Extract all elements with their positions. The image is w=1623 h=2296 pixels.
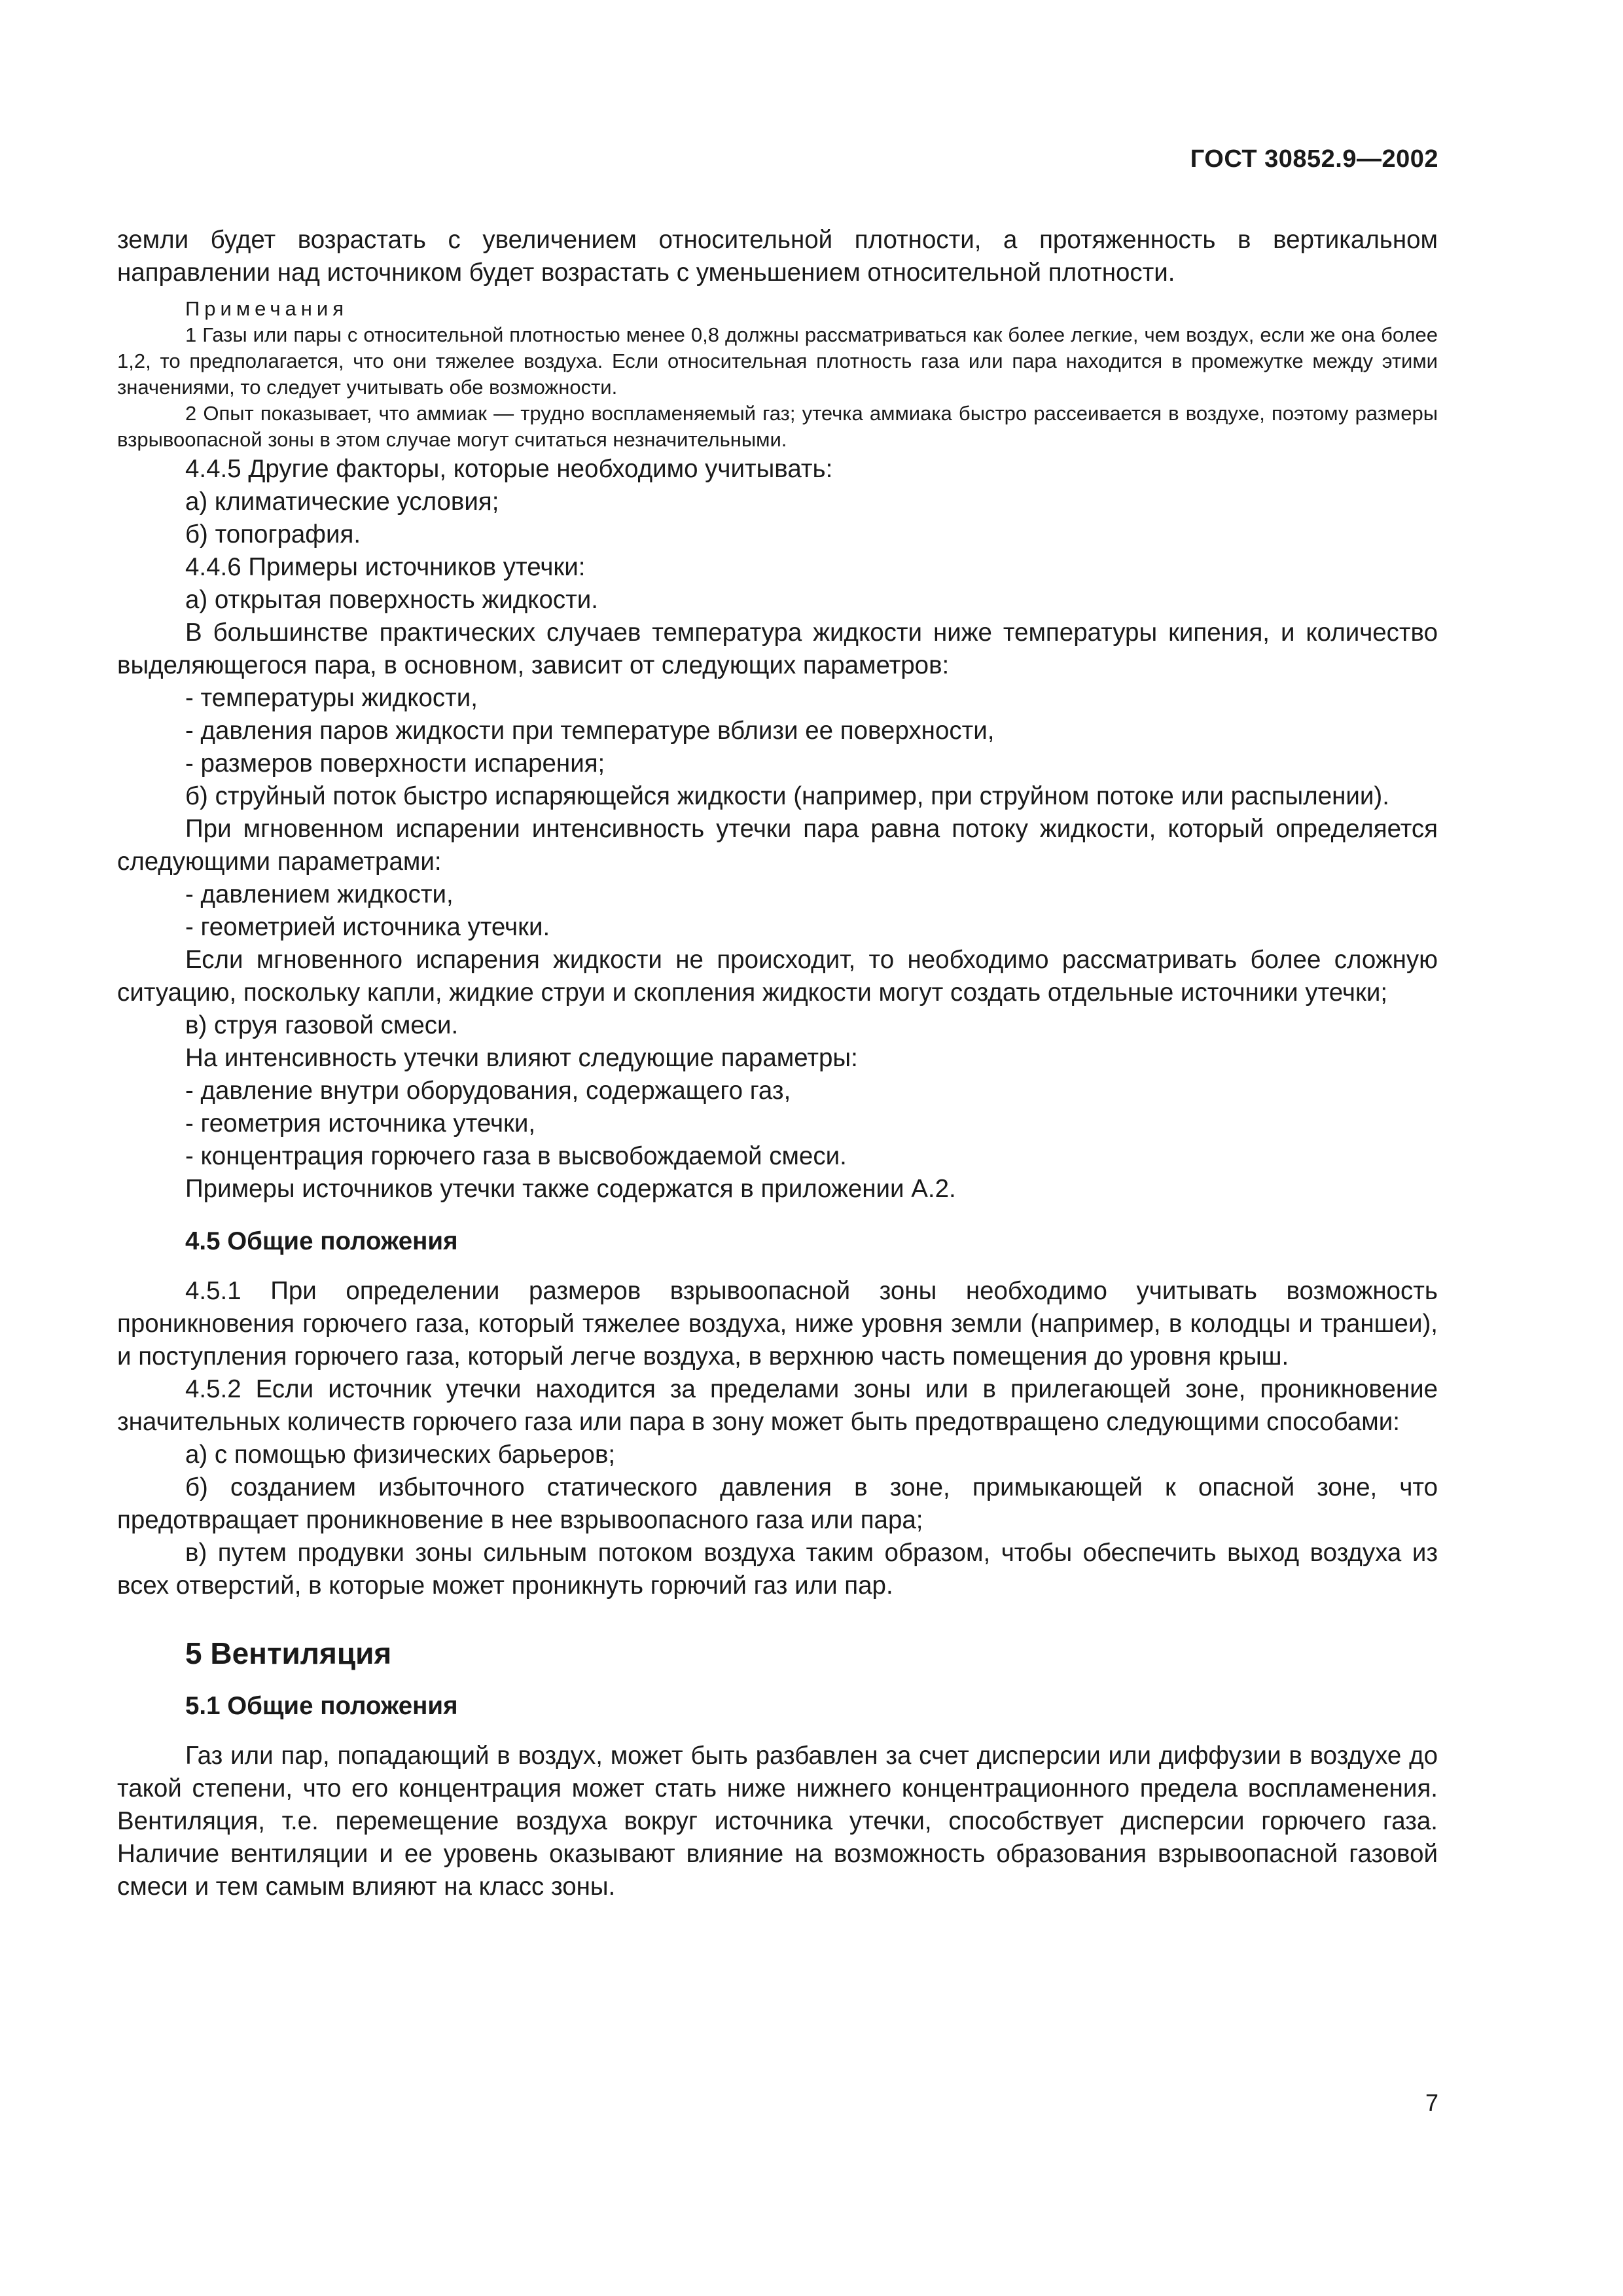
list-item: в) путем продувки зоны сильным потоком воздуха таким образом, чтобы обеспечить выход воздуха из всех отверстий, в которые может проникнуть горючий газ или пар. — [117, 1539, 1438, 1600]
paragraph: На интенсивность утечки влияют следующие параметры: — [185, 1044, 858, 1072]
list-item: а) с помощью физических барьеров; — [185, 1441, 616, 1469]
paragraph: В большинстве практических случаев температура жидкости ниже температуры кипения, и количество выделяющегося пара, в основном, зависит от следующих параметров: — [117, 619, 1438, 679]
page-number: 7 — [1425, 2089, 1438, 2116]
list-item: - геометрия источника утечки, — [185, 1109, 536, 1138]
list-item: - температуры жидкости, — [185, 684, 478, 712]
paragraph: Газ или пар, попадающий в воздух, может быть разбавлен за счет дисперсии или диффузии в воздухе до такой степени, что его концентрация может стать ниже нижнего концентрационного предела воспламенения. Вентиляция, т.е. перемещение воздуха вокруг источника утечки, способствует дисперсии горючего газа. Наличие вентиляции и ее уровень оказывают влияние на возможность образования взрывоопасной газовой смеси и тем самым влияют на класс зоны. — [117, 1742, 1438, 1901]
paragraph: Если мгновенного испарения жидкости не происходит, то необходимо рассматривать более сложную ситуацию, поскольку капли, жидкие струи и скопления жидкости могут создать отдельные источники утечки; — [117, 946, 1438, 1007]
clause-4-4-6: 4.4.6 Примеры источников утечки: — [185, 553, 586, 581]
list-item: - давление внутри оборудования, содержащего газ, — [185, 1077, 791, 1105]
list-item: - геометрией источника утечки. — [185, 913, 550, 941]
paragraph-continuation: земли будет возрастать с увеличением относительной плотности, а протяженность в вертикальном направлении над источником будет возрастать с уменьшением относительной плотности. — [117, 226, 1438, 287]
document-code: ГОСТ 30852.9—2002 — [1190, 145, 1438, 173]
paragraph: Примеры источников утечки также содержатся в приложении А.2. — [185, 1175, 956, 1203]
list-item: б) топография. — [185, 520, 361, 548]
list-item: б) созданием избыточного статического давления в зоне, примыкающей к опасной зоне, что предотвращает проникновение в нее взрывоопасного газа или пара; — [117, 1473, 1438, 1534]
list-item: а) открытая поверхность жидкости. — [185, 586, 598, 614]
note-2: 2 Опыт показывает, что аммиак — трудно воспламеняемый газ; утечка аммиака быстро рассеивается в воздухе, поэтому размеры взрывоопасной зоны в этом случае могут считаться незначительными. — [117, 402, 1438, 451]
paragraph: При мгновенном испарении интенсивность утечки пара равна потоку жидкости, который определяется следующими параметрами: — [117, 815, 1438, 876]
clause-4-5-1: 4.5.1 При определении размеров взрывоопасной зоны необходимо учитывать возможность проникновения горючего газа, который тяжелее воздуха, ниже уровня земли (например, в колодцы и траншеи), и поступления горючего газа, который легче воздуха, в верхнюю часть помещения до уровня крыш. — [117, 1277, 1438, 1371]
notes-title: Примечания — [185, 297, 348, 320]
list-item: - давлением жидкости, — [185, 880, 454, 908]
list-item: б) струйный поток быстро испаряющейся жидкости (например, при струйном потоке или распылении). — [185, 782, 1389, 810]
clause-4-4-5: 4.4.5 Другие факторы, которые необходимо учитывать: — [185, 455, 833, 483]
page-content — [117, 224, 1438, 1903]
list-item: - давления паров жидкости при температуре вблизи ее поверхности, — [185, 717, 995, 745]
list-item: а) климатические условия; — [185, 488, 499, 516]
list-item: - размеров поверхности испарения; — [185, 749, 605, 778]
section-heading-4-5: 4.5 Общие положения — [185, 1227, 458, 1255]
list-item: в) струя газовой смеси. — [185, 1011, 459, 1039]
section-heading-5-1: 5.1 Общие положения — [185, 1692, 458, 1720]
clause-4-5-2: 4.5.2 Если источник утечки находится за пределами зоны или в прилегающей зоне, проникновение значительных количеств горючего газа или пара в зону может быть предотвращено следующими способами: — [117, 1375, 1438, 1436]
note-1: 1 Газы или пары с относительной плотностью менее 0,8 должны рассматриваться как более легкие, чем воздух, если же она более 1,2, то предполагается, что они тяжелее воздуха. Если относительная плотность газа или пара находится в промежутке между этими значениями, то следует учитывать обе возможности. — [117, 323, 1438, 399]
section-heading-5: 5 Вентиляция — [185, 1636, 392, 1670]
list-item: - концентрация горючего газа в высвобождаемой смеси. — [185, 1142, 847, 1170]
